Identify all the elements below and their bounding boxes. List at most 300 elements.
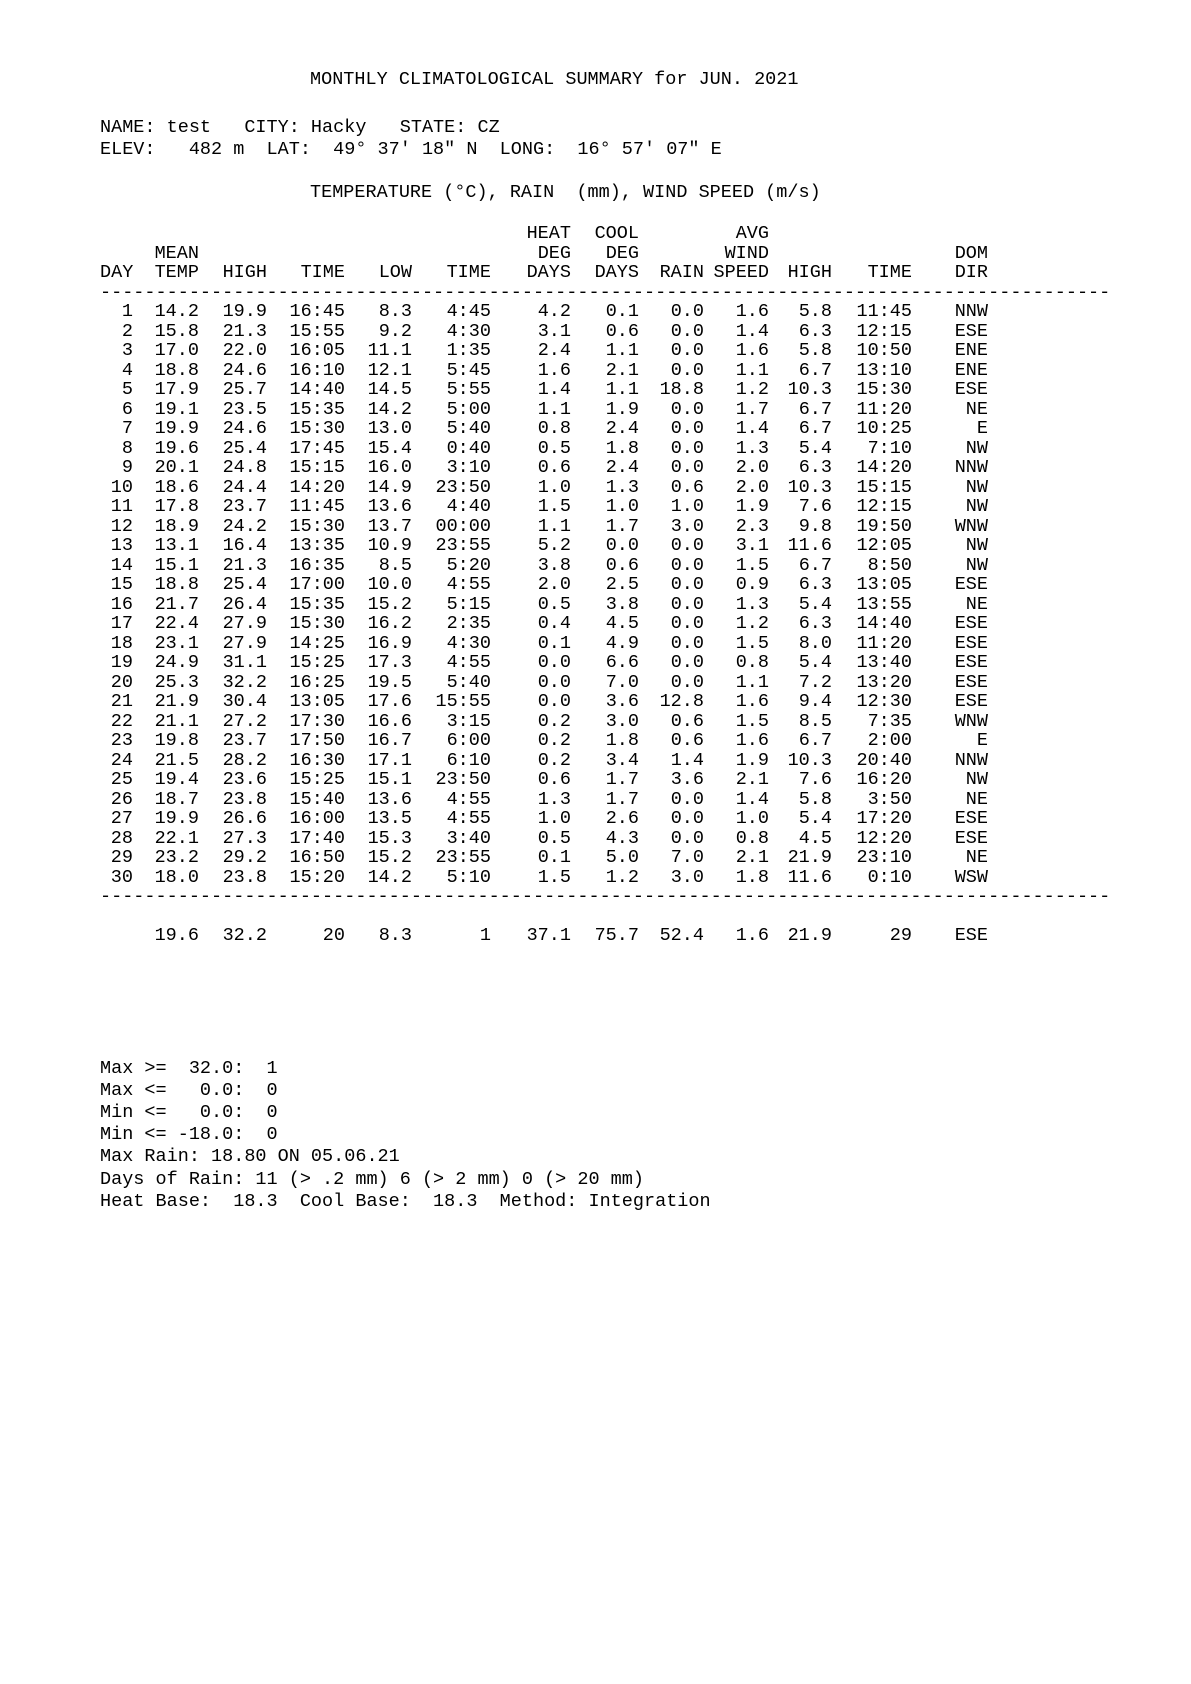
table-row: [100, 517, 988, 537]
low-time-cell: 4:55: [446, 788, 491, 810]
wind-high-cell: 6.7: [798, 554, 832, 576]
high-cell: 25.4: [222, 574, 267, 595]
table-row: [100, 322, 988, 342]
stat-days-of-rain: Days of Rain: 11 (> .2 mm) 6 (> 2 mm) 0 (> 20 mm): [100, 1168, 644, 1190]
wind-high-cell: 21.9: [787, 847, 832, 868]
mean-temp-cell: 19.1: [154, 398, 199, 420]
avg-wind-speed-cell: 1.4: [735, 418, 769, 439]
low-time-cell: 5:40: [446, 671, 491, 693]
high-cell: 27.2: [222, 710, 267, 732]
table-row: [100, 361, 988, 381]
wind-high-time-cell: 12:15: [856, 496, 912, 517]
wind-high-cell: 6.3: [798, 574, 832, 595]
rain-cell: 0.0: [670, 788, 704, 810]
high-time-cell: 20: [322, 925, 345, 946]
wind-high-time-cell: 15:30: [856, 379, 912, 400]
low-cell: 10.9: [367, 535, 412, 556]
avg-wind-speed-cell: 1.8: [735, 866, 769, 888]
day-cell: 15: [110, 574, 133, 595]
wind-high-time-cell: [832, 244, 912, 264]
low-time-cell: 1: [479, 925, 491, 946]
table-divider-bottom: -------------------------------------------------------------------------------------------: [100, 886, 1111, 907]
low-time-cell: 1:35: [446, 340, 491, 361]
low-cell: 14.2: [367, 866, 412, 888]
high-time-cell: 15:30: [289, 613, 345, 634]
high-time-cell: 14:25: [289, 632, 345, 654]
wind-high-time-cell: 13:20: [856, 671, 912, 693]
avg-wind-speed-cell: 1.6: [735, 730, 769, 751]
rain-cell: 0.0: [670, 652, 704, 673]
low-time-cell: 6:00: [446, 730, 491, 751]
high-time-cell: [267, 244, 345, 264]
day-cell: 30: [110, 866, 133, 888]
cool-deg-days-cell: 4.9: [605, 632, 639, 654]
avg-wind-speed-cell: 1.6: [735, 340, 769, 361]
cool-deg-days-cell: 7.0: [605, 671, 639, 693]
heat-deg-days-cell: 0.5: [537, 827, 571, 849]
heat-deg-days-cell: 2.0: [537, 574, 571, 595]
rain-cell: [639, 244, 704, 264]
low-time-cell: 4:30: [446, 320, 491, 342]
low-time-cell: 23:50: [435, 476, 491, 498]
dom-dir-cell: ESE: [954, 574, 988, 595]
rain-cell: 0.0: [670, 320, 704, 342]
high-cell: 21.3: [222, 554, 267, 576]
low-cell: 17.6: [367, 691, 412, 712]
dom-dir-cell: WNW: [954, 710, 988, 732]
rain-cell: 0.6: [670, 476, 704, 498]
cool-deg-days-cell: DAYS: [594, 262, 639, 283]
high-cell: 30.4: [222, 691, 267, 712]
low-cell: 8.3: [378, 925, 412, 946]
rain-cell: 1.0: [670, 496, 704, 517]
wind-high-time-cell: 7:10: [867, 437, 912, 459]
climate-table-header: [100, 224, 988, 283]
wind-high-cell: 6.7: [798, 398, 832, 420]
low-cell: 15.2: [367, 847, 412, 868]
high-time-cell: TIME: [300, 262, 345, 283]
mean-temp-cell: 18.7: [154, 788, 199, 810]
cool-deg-days-cell: 6.6: [605, 652, 639, 673]
mean-temp-cell: 23.2: [154, 847, 199, 868]
mean-temp-cell: TEMP: [154, 262, 199, 283]
high-time-cell: 17:30: [289, 710, 345, 732]
rain-cell: 3.0: [670, 866, 704, 888]
mean-temp-cell: 18.9: [154, 515, 199, 537]
high-time-cell: 15:55: [289, 320, 345, 342]
wind-high-cell: 7.6: [798, 496, 832, 517]
high-time-cell: 13:05: [289, 691, 345, 712]
high-cell: [199, 224, 267, 244]
avg-wind-speed-cell: 1.4: [735, 788, 769, 810]
high-time-cell: 15:25: [289, 769, 345, 790]
stat-max-le: Max <= 0.0: 0: [100, 1079, 278, 1101]
wind-high-cell: 11.6: [787, 866, 832, 888]
high-time-cell: 15:35: [289, 398, 345, 420]
station-elevation-line: ELEV: 482 m LAT: 49° 37' 18" N LONG: 16° 57' 07" E: [100, 138, 722, 160]
dom-dir-cell: E: [976, 418, 988, 439]
day-cell: 13: [110, 535, 133, 556]
mean-temp-cell: 15.8: [154, 320, 199, 342]
high-cell: 23.8: [222, 788, 267, 810]
rain-cell: 0.0: [670, 437, 704, 459]
cool-deg-days-cell: 1.8: [605, 437, 639, 459]
rain-cell: 3.0: [670, 515, 704, 537]
table-row: [100, 536, 988, 556]
wind-high-time-cell: 0:10: [867, 866, 912, 888]
wind-high-time-cell: 11:20: [856, 398, 912, 420]
rain-cell: 0.0: [670, 398, 704, 420]
mean-temp-cell: 25.3: [154, 671, 199, 693]
high-cell: 24.8: [222, 457, 267, 478]
rain-cell: [639, 224, 704, 244]
day-cell: 6: [121, 398, 133, 420]
high-time-cell: 14:40: [289, 379, 345, 400]
rain-cell: 0.0: [670, 535, 704, 556]
low-time-cell: [412, 244, 491, 264]
table-row: [100, 829, 988, 849]
wind-high-cell: 5.8: [798, 301, 832, 322]
cool-deg-days-cell: 0.6: [605, 320, 639, 342]
low-cell: 13.6: [367, 496, 412, 517]
rain-cell: 0.0: [670, 418, 704, 439]
low-cell: 16.2: [367, 613, 412, 634]
mean-temp-cell: 18.0: [154, 866, 199, 888]
wind-high-cell: 6.3: [798, 457, 832, 478]
cool-deg-days-cell: 2.5: [605, 574, 639, 595]
high-cell: 24.6: [222, 359, 267, 381]
day-cell: 14: [110, 554, 133, 576]
heat-deg-days-cell: DEG: [537, 242, 571, 264]
wind-high-cell: 6.7: [798, 730, 832, 751]
high-time-cell: 15:40: [289, 788, 345, 810]
cool-deg-days-cell: 3.0: [605, 710, 639, 732]
cool-deg-days-cell: 1.0: [605, 496, 639, 517]
dom-dir-cell: NE: [965, 847, 988, 868]
dom-dir-cell: WNW: [954, 515, 988, 537]
table-row: [100, 868, 988, 888]
low-cell: 13.6: [367, 788, 412, 810]
header-row: [100, 263, 988, 283]
stat-max-rain: Max Rain: 18.80 ON 05.06.21: [100, 1146, 400, 1168]
low-cell: 15.3: [367, 827, 412, 849]
wind-high-time-cell: TIME: [867, 262, 912, 283]
high-time-cell: 16:05: [289, 340, 345, 361]
wind-high-cell: 5.4: [798, 808, 832, 829]
wind-high-time-cell: 12:15: [856, 320, 912, 342]
mean-temp-cell: 22.4: [154, 613, 199, 634]
avg-wind-speed-cell: 2.0: [735, 476, 769, 498]
mean-temp-cell: 19.9: [154, 808, 199, 829]
climate-table: [100, 224, 1191, 946]
high-time-cell: 16:10: [289, 359, 345, 381]
low-cell: 15.2: [367, 593, 412, 615]
high-time-cell: 15:25: [289, 652, 345, 673]
low-time-cell: 15:55: [435, 691, 491, 712]
low-time-cell: 5:00: [446, 398, 491, 420]
dom-dir-cell: DOM: [954, 242, 988, 264]
high-time-cell: 17:40: [289, 827, 345, 849]
avg-wind-speed-cell: 1.4: [735, 320, 769, 342]
heat-deg-days-cell: 0.2: [537, 730, 571, 751]
mean-temp-cell: MEAN: [154, 242, 199, 264]
avg-wind-speed-cell: 1.6: [735, 301, 769, 322]
high-cell: 28.2: [222, 749, 267, 771]
dom-dir-cell: ESE: [954, 632, 988, 654]
cool-deg-days-cell: 4.3: [605, 827, 639, 849]
table-row: [100, 614, 988, 634]
table-row: [100, 497, 988, 517]
cool-deg-days-cell: 75.7: [594, 925, 639, 946]
stat-min-le-neg18: Min <= -18.0: 0: [100, 1124, 278, 1146]
day-cell: 8: [121, 437, 133, 459]
wind-high-time-cell: 14:20: [856, 457, 912, 478]
day-cell: 20: [110, 671, 133, 693]
low-time-cell: 3:40: [446, 827, 491, 849]
day-cell: 5: [121, 379, 133, 400]
dom-dir-cell: ESE: [954, 671, 988, 693]
high-cell: 16.4: [222, 535, 267, 556]
high-cell: 25.4: [222, 437, 267, 459]
high-cell: HIGH: [222, 262, 267, 283]
high-cell: 23.8: [222, 866, 267, 888]
mean-temp-cell: 21.5: [154, 749, 199, 771]
high-time-cell: 14:20: [289, 476, 345, 498]
dom-dir-cell: ESE: [954, 652, 988, 673]
avg-wind-speed-cell: 1.3: [735, 593, 769, 615]
table-row: [100, 673, 988, 693]
low-time-cell: 5:15: [446, 593, 491, 615]
cool-deg-days-cell: 2.1: [605, 359, 639, 381]
low-time-cell: 23:55: [435, 535, 491, 556]
low-time-cell: 6:10: [446, 749, 491, 771]
low-time-cell: 00:00: [435, 515, 491, 537]
high-cell: 27.9: [222, 632, 267, 654]
high-time-cell: 16:25: [289, 671, 345, 693]
low-time-cell: 3:15: [446, 710, 491, 732]
day-cell: 17: [110, 613, 133, 634]
day-cell: 1: [121, 301, 133, 322]
heat-deg-days-cell: 0.2: [537, 710, 571, 732]
high-time-cell: 15:15: [289, 457, 345, 478]
wind-high-cell: 10.3: [787, 476, 832, 498]
low-cell: 8.5: [378, 554, 412, 576]
rain-cell: 0.0: [670, 827, 704, 849]
low-cell: 16.7: [367, 730, 412, 751]
rain-cell: 0.0: [670, 554, 704, 576]
heat-deg-days-cell: DAYS: [526, 262, 571, 283]
low-time-cell: 4:40: [446, 496, 491, 517]
day-cell: 24: [110, 749, 133, 771]
high-cell: 32.2: [222, 671, 267, 693]
dom-dir-cell: WSW: [954, 866, 988, 888]
high-time-cell: 16:35: [289, 554, 345, 576]
dom-dir-cell: ESE: [954, 320, 988, 342]
cool-deg-days-cell: 0.0: [605, 535, 639, 556]
cool-deg-days-cell: 1.7: [605, 788, 639, 810]
high-time-cell: 11:45: [289, 496, 345, 517]
mean-temp-cell: 19.6: [154, 437, 199, 459]
low-cell: 17.1: [367, 749, 412, 771]
table-row: [100, 556, 988, 576]
avg-wind-speed-cell: 2.3: [735, 515, 769, 537]
cool-deg-days-cell: 1.7: [605, 769, 639, 790]
low-time-cell: 5:10: [446, 866, 491, 888]
dom-dir-cell: NW: [965, 496, 988, 517]
dom-dir-cell: NNW: [954, 749, 988, 771]
low-cell: 16.0: [367, 457, 412, 478]
wind-high-time-cell: 23:10: [856, 847, 912, 868]
heat-deg-days-cell: 1.4: [537, 379, 571, 400]
high-time-cell: 15:30: [289, 418, 345, 439]
table-row: [100, 653, 988, 673]
mean-temp-cell: 20.1: [154, 457, 199, 478]
high-cell: [199, 244, 267, 264]
cool-deg-days-cell: 1.7: [605, 515, 639, 537]
heat-deg-days-cell: 1.1: [537, 515, 571, 537]
rain-cell: 1.4: [670, 749, 704, 771]
cool-deg-days-cell: 2.4: [605, 418, 639, 439]
wind-high-time-cell: 7:35: [867, 710, 912, 732]
table-row: [100, 595, 988, 615]
wind-high-time-cell: 10:50: [856, 340, 912, 361]
day-cell: 4: [121, 359, 133, 381]
avg-wind-speed-cell: 1.5: [735, 710, 769, 732]
wind-high-time-cell: 16:20: [856, 769, 912, 790]
mean-temp-cell: 19.9: [154, 418, 199, 439]
mean-temp-cell: 22.1: [154, 827, 199, 849]
mean-temp-cell: [133, 224, 199, 244]
day-cell: 3: [121, 340, 133, 361]
dom-dir-cell: ESE: [954, 827, 988, 849]
dom-dir-cell: ENE: [954, 340, 988, 361]
wind-high-time-cell: 13:55: [856, 593, 912, 615]
table-row: [100, 341, 988, 361]
low-cell: 11.1: [367, 340, 412, 361]
table-row: [100, 692, 988, 712]
avg-wind-speed-cell: 2.1: [735, 769, 769, 790]
table-divider-top: -------------------------------------------------------------------------------------------: [100, 281, 1111, 303]
rain-cell: 52.4: [659, 925, 704, 946]
low-time-cell: 23:50: [435, 769, 491, 790]
day-cell: [100, 244, 133, 264]
table-row: [100, 302, 988, 322]
heat-deg-days-cell: 1.0: [537, 808, 571, 829]
low-cell: 15.4: [367, 437, 412, 459]
heat-deg-days-cell: 0.6: [537, 457, 571, 478]
summary-row: [100, 926, 988, 946]
heat-deg-days-cell: 3.1: [537, 320, 571, 342]
low-cell: 12.1: [367, 359, 412, 381]
cool-deg-days-cell: 1.3: [605, 476, 639, 498]
high-cell: 26.4: [222, 593, 267, 615]
dom-dir-cell: NW: [965, 554, 988, 576]
low-time-cell: 2:35: [446, 613, 491, 634]
cool-deg-days-cell: 3.8: [605, 593, 639, 615]
low-cell: 8.3: [378, 301, 412, 322]
rain-cell: 18.8: [659, 379, 704, 400]
high-cell: 32.2: [222, 925, 267, 946]
rain-cell: 0.0: [670, 671, 704, 693]
low-cell: [345, 224, 412, 244]
high-time-cell: 17:45: [289, 437, 345, 459]
avg-wind-speed-cell: 1.7: [735, 398, 769, 420]
wind-high-time-cell: 12:20: [856, 827, 912, 849]
low-cell: 9.2: [378, 320, 412, 342]
heat-deg-days-cell: 1.0: [537, 476, 571, 498]
heat-deg-days-cell: 0.1: [537, 847, 571, 868]
day-cell: 28: [110, 827, 133, 849]
high-cell: 27.3: [222, 827, 267, 849]
high-time-cell: 15:30: [289, 515, 345, 537]
mean-temp-cell: 14.2: [154, 301, 199, 322]
high-cell: 31.1: [222, 652, 267, 673]
day-cell: 27: [110, 808, 133, 829]
cool-deg-days-cell: COOL: [594, 223, 639, 244]
day-cell: 16: [110, 593, 133, 615]
low-cell: 14.2: [367, 398, 412, 420]
table-row: [100, 478, 988, 498]
day-cell: 12: [110, 515, 133, 537]
mean-temp-cell: 13.1: [154, 535, 199, 556]
wind-high-cell: 11.6: [787, 535, 832, 556]
heat-deg-days-cell: HEAT: [526, 223, 571, 244]
day-cell: 7: [121, 418, 133, 439]
wind-high-time-cell: [832, 224, 912, 244]
high-cell: 23.7: [222, 496, 267, 517]
wind-high-cell: 5.8: [798, 788, 832, 810]
wind-high-cell: 9.8: [798, 515, 832, 537]
avg-wind-speed-cell: 1.2: [735, 379, 769, 400]
day-cell: 22: [110, 710, 133, 732]
day-cell: 19: [110, 652, 133, 673]
table-row: [100, 419, 988, 439]
low-cell: 13.0: [367, 418, 412, 439]
heat-deg-days-cell: 0.2: [537, 749, 571, 771]
dom-dir-cell: NW: [965, 437, 988, 459]
mean-temp-cell: 24.9: [154, 652, 199, 673]
avg-wind-speed-cell: 1.6: [735, 925, 769, 946]
high-cell: 23.5: [222, 398, 267, 420]
dom-dir-cell: ESE: [954, 925, 988, 946]
wind-high-time-cell: 13:10: [856, 359, 912, 381]
heat-deg-days-cell: 0.5: [537, 593, 571, 615]
heat-deg-days-cell: 4.2: [537, 301, 571, 322]
avg-wind-speed-cell: 3.1: [735, 535, 769, 556]
wind-high-cell: 6.3: [798, 320, 832, 342]
heat-deg-days-cell: 0.4: [537, 613, 571, 634]
rain-cell: 0.0: [670, 301, 704, 322]
mean-temp-cell: 19.4: [154, 769, 199, 790]
mean-temp-cell: 19.6: [154, 925, 199, 946]
day-cell: 29: [110, 847, 133, 868]
heat-deg-days-cell: 0.8: [537, 418, 571, 439]
low-cell: 16.6: [367, 710, 412, 732]
high-cell: 22.0: [222, 340, 267, 361]
cool-deg-days-cell: 3.6: [605, 691, 639, 712]
cool-deg-days-cell: 2.6: [605, 808, 639, 829]
cool-deg-days-cell: 0.6: [605, 554, 639, 576]
wind-high-cell: 5.4: [798, 652, 832, 673]
report-title: MONTHLY CLIMATOLOGICAL SUMMARY for JUN. 2021: [310, 69, 799, 90]
high-cell: 23.7: [222, 730, 267, 751]
low-time-cell: [412, 224, 491, 244]
avg-wind-speed-cell: 1.6: [735, 691, 769, 712]
stat-min-le: Min <= 0.0: 0: [100, 1101, 278, 1123]
table-row: [100, 400, 988, 420]
header-row: [100, 224, 988, 244]
dom-dir-cell: NE: [965, 788, 988, 810]
